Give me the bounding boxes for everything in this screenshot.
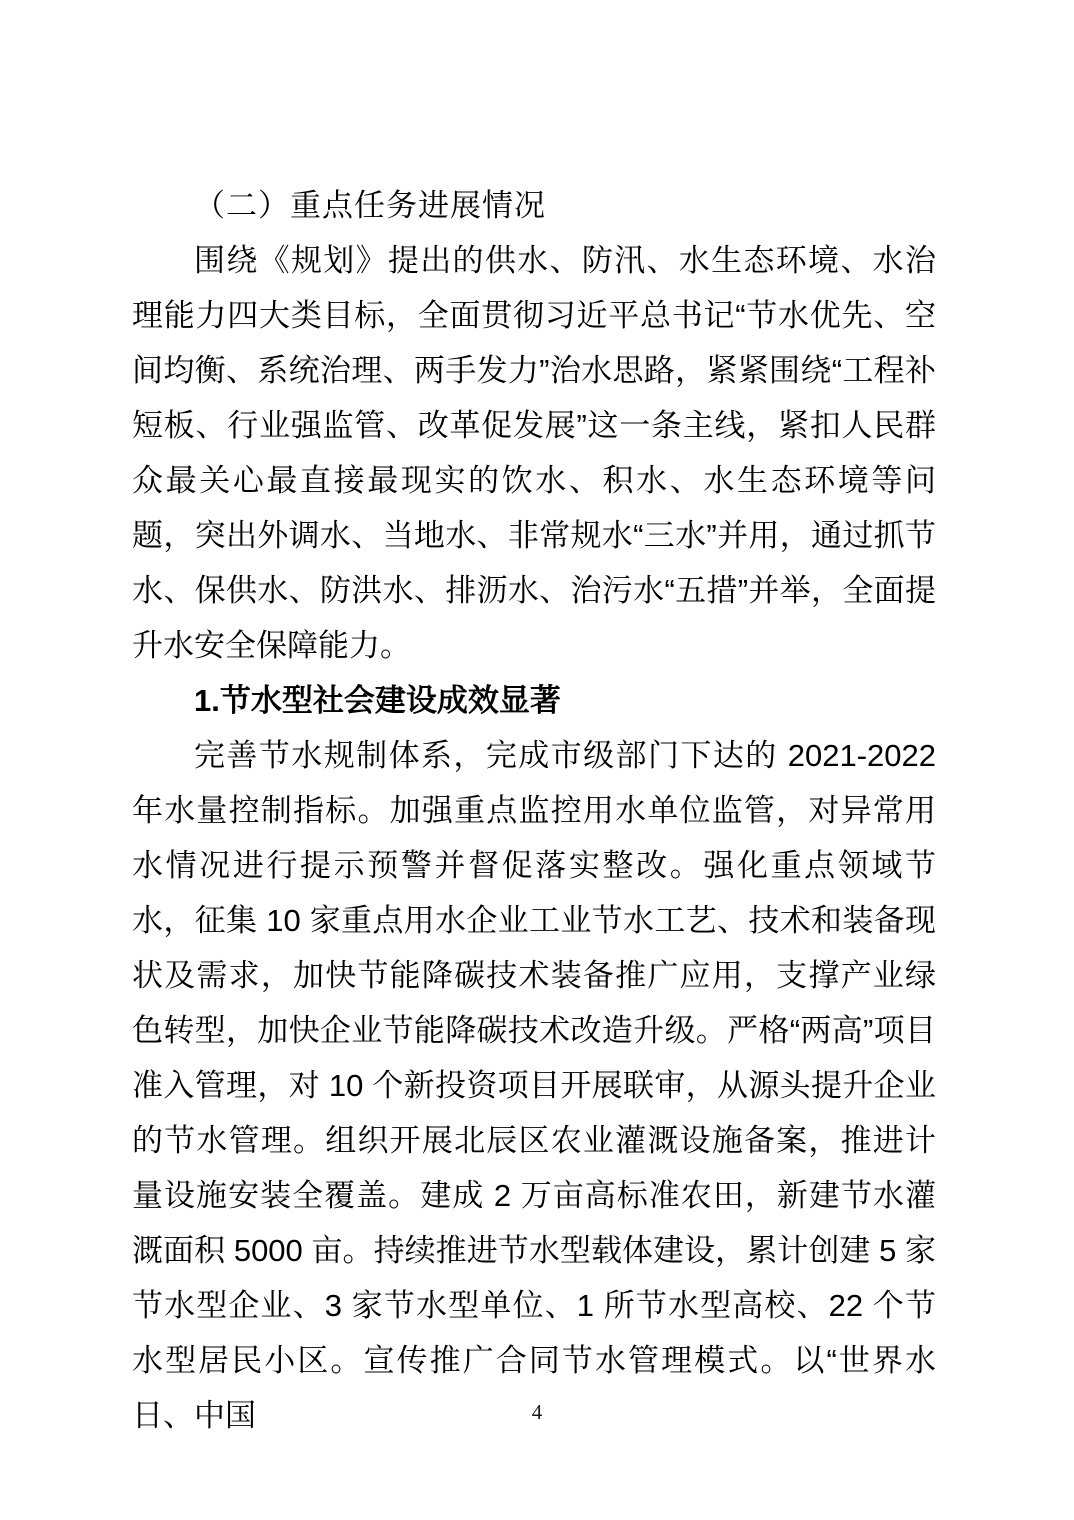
section-heading: （二）重点任务进展情况	[194, 188, 546, 223]
paragraph-water-saving: 完善节水规制体系，完成市级部门下达的 2021-2022 年水量控制指标。加强重点监控用水单位监管，对异常用水情况进行提示预警并督促落实整改。强化重点领域节水，征集 10 家重点用水企业工业节水工艺、技术和装备现状及需求，加快节能降碳技术装备推广应用，支撑产业绿色转型，加快企业节能降碳技术改造升级。严格“两高”项目准入管理，对 10 个新投资项目开展联审，从源头提升企业的节水管理。组织开展北辰区农业灌溉设施备案，推进计量设施安装全覆盖。建成 2 万亩高标准农田，新建节水灌溉面积 5000 亩。持续推进节水型载体建设，累计创建 5 家节水型企业、3 家节水型单位、1 所节水型高校、22 个节水型居民小区。宣传推广合同节水管理模式。以“世界水日、中国	[132, 738, 936, 1433]
document-body-text	[132, 178, 936, 1443]
subsection-heading: 1.节水型社会建设成效显著	[194, 683, 561, 718]
paragraph-overview: 围绕《规划》提出的供水、防汛、水生态环境、水治理能力四大类目标，全面贯彻习近平总书记“节水优先、空间均衡、系统治理、两手发力”治水思路，紧紧围绕“工程补短板、行业强监管、改革促发展”这一条主线，紧扣人民群众最关心最直接最现实的饮水、积水、水生态环境等问题，突出外调水、当地水、非常规水“三水”并用，通过抓节水、保供水、防洪水、排沥水、治污水“五措”并举，全面提升水安全保障能力。	[132, 243, 936, 663]
page-number: 4	[531, 1400, 543, 1424]
